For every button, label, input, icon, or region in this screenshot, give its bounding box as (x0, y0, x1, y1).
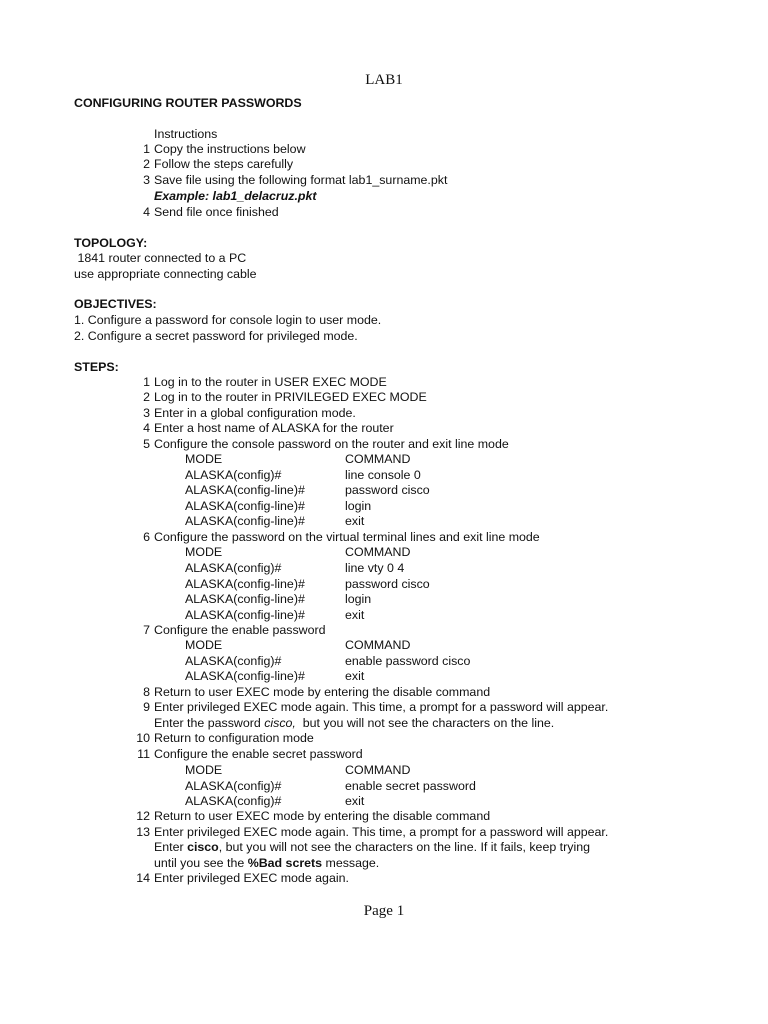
command-cell: exit (345, 669, 365, 683)
objective-item: 1. Configure a password for console login to user mode. (74, 313, 382, 327)
instruction-example: Example: lab1_delacruz.pkt (154, 189, 317, 203)
mode-cell: ALASKA(config-line)# (185, 499, 305, 513)
instructions-label: Instructions (154, 127, 218, 141)
command-cell: login (345, 499, 372, 513)
step-text: Configure the console password on the router and exit line mode (154, 437, 509, 451)
mode-cell: ALASKA(config-line)# (185, 577, 305, 591)
step-number: 9 (143, 700, 150, 714)
step-number: 1 (143, 375, 150, 389)
step-number: 14 (136, 871, 150, 885)
command-cell: exit (345, 608, 365, 622)
instruction-item: Copy the instructions below (154, 142, 306, 156)
step-text-fragment: , but you will not see the characters on the line. If it fails, keep trying (218, 840, 590, 854)
step-text: Return to configuration mode (154, 731, 314, 745)
mode-cell: ALASKA(config)# (185, 654, 282, 668)
step-text-fragment: message. (322, 856, 380, 870)
step-text: Log in to the router in PRIVILEGED EXEC MODE (154, 390, 427, 404)
error-message-emphasis: %Bad screts (247, 856, 323, 870)
step-number: 11 (137, 747, 150, 761)
step-number: 7 (143, 623, 150, 637)
step-number: 5 (143, 437, 150, 451)
mode-cell: ALASKA(config-line)# (185, 669, 305, 683)
objectives-heading: OBJECTIVES: (74, 297, 157, 311)
step-text: Enter privileged EXEC mode again. This time, a prompt for a password will appear. (154, 825, 609, 839)
step-text: Enter privileged EXEC mode again. (154, 871, 349, 885)
command-cell: exit (345, 514, 365, 528)
password-emphasis: cisco (187, 840, 219, 854)
step-text: Log in to the router in USER EXEC MODE (154, 375, 387, 389)
step-text: Enter privileged EXEC mode again. This time, a prompt for a password will appear. (154, 700, 609, 714)
mode-cell: ALASKA(config)# (185, 794, 282, 808)
topology-line: use appropriate connecting cable (74, 267, 257, 281)
instruction-number: 4 (143, 205, 150, 219)
step-text-continued (154, 856, 379, 870)
page-number: Page 1 (363, 903, 405, 919)
step-number: 4 (143, 421, 150, 435)
command-cell: COMMAND (345, 638, 411, 652)
step-number: 6 (143, 530, 150, 544)
mode-cell: ALASKA(config)# (185, 468, 282, 482)
mode-cell: ALASKA(config-line)# (185, 592, 305, 606)
password-emphasis: cisco, (264, 716, 296, 730)
mode-cell: MODE (185, 545, 223, 559)
step-text-fragment: Enter the password (154, 716, 265, 730)
step-text: Configure the enable secret password (154, 747, 363, 761)
page-header-title: LAB1 (365, 72, 403, 88)
step-number: 3 (143, 406, 150, 420)
step-number: 13 (136, 825, 150, 839)
instruction-item: Send file once finished (154, 205, 279, 219)
step-text: Return to user EXEC mode by entering the disable command (154, 685, 491, 699)
mode-cell: MODE (185, 452, 223, 466)
mode-cell: ALASKA(config)# (185, 779, 282, 793)
instruction-item: Follow the steps carefully (154, 157, 294, 171)
step-text: Return to user EXEC mode by entering the disable command (154, 809, 491, 823)
topology-line: 1841 router connected to a PC (74, 251, 247, 265)
mode-cell: ALASKA(config)# (185, 561, 282, 575)
mode-cell: MODE (185, 638, 223, 652)
step-number: 8 (143, 685, 150, 699)
command-cell: line console 0 (345, 468, 421, 482)
topology-heading: TOPOLOGY: (74, 236, 148, 250)
step-number: 12 (136, 809, 150, 823)
command-cell: line vty 0 4 (345, 561, 405, 575)
step-text: Enter a host name of ALASKA for the router (154, 421, 394, 435)
instruction-number: 1 (143, 142, 150, 156)
mode-cell: ALASKA(config-line)# (185, 483, 305, 497)
mode-cell: ALASKA(config-line)# (185, 608, 305, 622)
step-number: 10 (136, 731, 150, 745)
command-cell: enable password cisco (345, 654, 471, 668)
step-text: Enter in a global configuration mode. (154, 406, 356, 420)
step-text: Configure the enable password (154, 623, 326, 637)
document-heading: CONFIGURING ROUTER PASSWORDS (74, 96, 302, 110)
step-text-continued (154, 840, 590, 854)
step-number: 2 (143, 390, 150, 404)
instruction-number: 3 (143, 173, 150, 187)
objective-item: 2. Configure a secret password for privileged mode. (74, 329, 358, 343)
step-text-fragment: Enter (154, 840, 188, 854)
command-cell: password cisco (345, 483, 430, 497)
step-text: Configure the password on the virtual terminal lines and exit line mode (154, 530, 540, 544)
command-cell: enable secret password (345, 779, 476, 793)
mode-cell: ALASKA(config-line)# (185, 514, 305, 528)
command-cell: COMMAND (345, 763, 411, 777)
steps-heading: STEPS: (74, 360, 119, 374)
command-cell: COMMAND (345, 545, 411, 559)
mode-cell: MODE (185, 763, 223, 777)
command-cell: exit (345, 794, 365, 808)
command-cell: login (345, 592, 372, 606)
instruction-item: Save file using the following format lab1_surname.pkt (154, 173, 448, 187)
step-text-fragment: until you see the (154, 856, 248, 870)
instruction-number: 2 (143, 157, 150, 171)
step-text-continued (154, 716, 554, 730)
command-cell: COMMAND (345, 452, 411, 466)
step-text-fragment: but you will not see the characters on the line. (295, 716, 555, 730)
command-cell: password cisco (345, 577, 430, 591)
